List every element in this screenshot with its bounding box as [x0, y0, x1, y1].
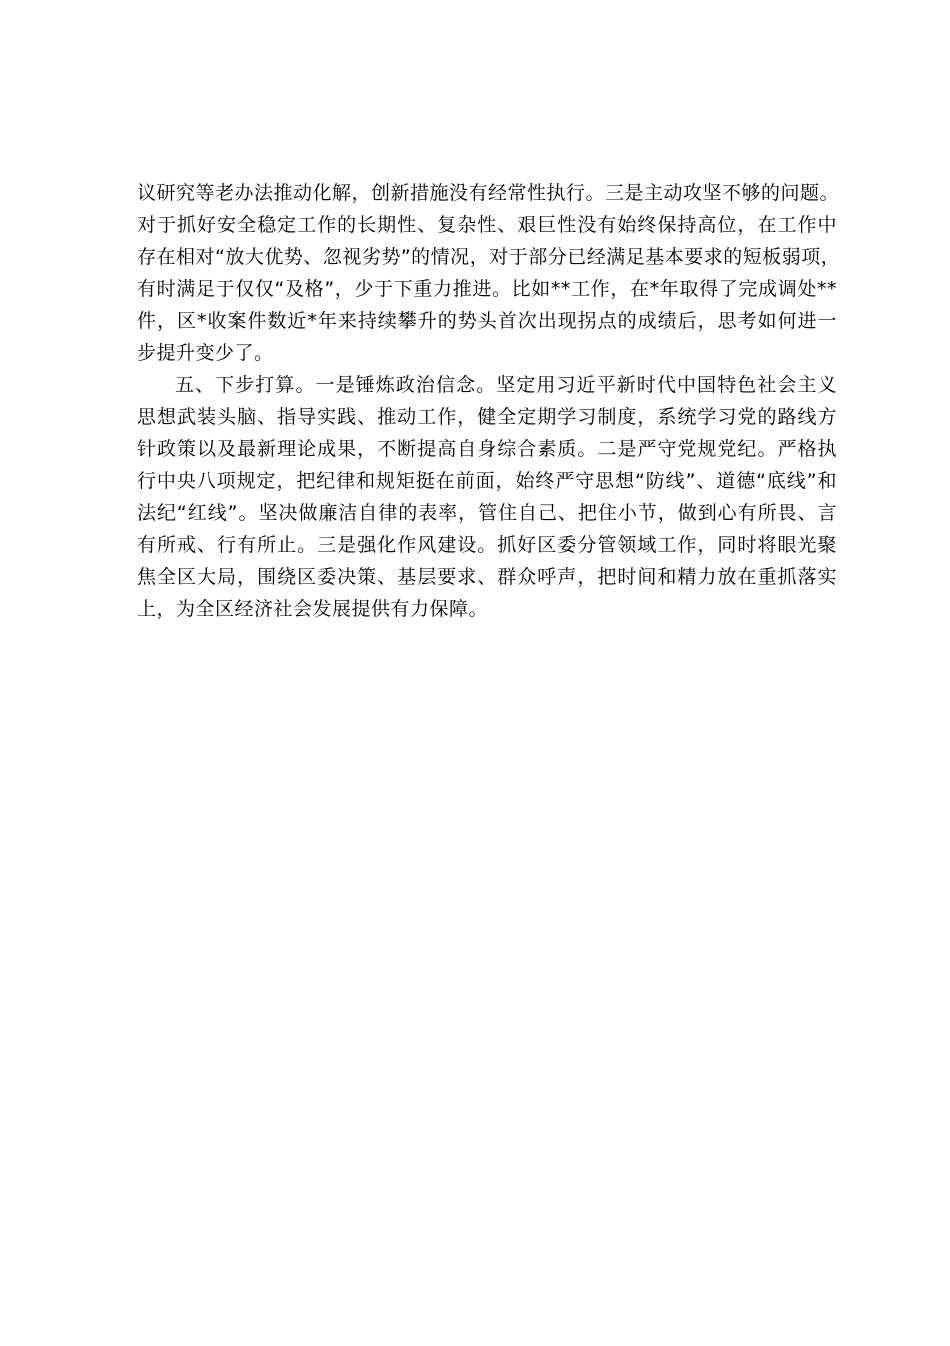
- text-line: 法纪“红线”。坚决做廉洁自律的表率，管住自己、把住小节，做到心有所畏、言: [137, 502, 837, 524]
- text-line: 有所戒、行有所止。三是强化作风建设。抓好区委分管领域工作，同时将眼光聚: [137, 534, 837, 556]
- text-line: 议研究等老办法推动化解，创新措施没有经常性执行。三是主动攻坚不够的问题。: [137, 182, 840, 204]
- text-line: 针政策以及最新理论成果，不断提高自身综合素质。二是严守党规党纪。严格执: [137, 438, 837, 460]
- document-body: [137, 177, 841, 625]
- text-line: 上，为全区经济社会发展提供有力保障。: [137, 598, 489, 620]
- paragraph-next-steps: [137, 369, 837, 625]
- text-line: 有时满足于仅仅“及格”，少于下重力推进。比如**工作，在*年取得了完成调处**: [137, 278, 837, 300]
- text-line: 存在相对“放大优势、忽视劣势”的情况，对于部分已经满足基本要求的短板弱项，: [137, 246, 841, 268]
- text-line: 对于抓好安全稳定工作的长期性、复杂性、艰巨性没有始终保持高位，在工作中: [137, 214, 837, 236]
- text-line: 五、下步打算。一是锤炼政治信念。坚定用习近平新时代中国特色社会主义: [175, 374, 837, 396]
- text-line: 焦全区大局，围绕区委决策、基层要求、群众呼声，把时间和精力放在重抓落实: [137, 566, 837, 588]
- text-line: 步提升变少了。: [137, 342, 274, 364]
- text-line: 件，区*收案件数近*年来持续攀升的势头首次出现拐点的成绩后，思考如何进一: [137, 310, 837, 332]
- text-line: 行中央八项规定，把纪律和规矩挺在前面，始终严守思想“防线”、道德“底线”和: [137, 470, 837, 492]
- text-line: 思想武装头脑、指导实践、推动工作，健全定期学习制度，系统学习党的路线方: [137, 406, 837, 428]
- paragraph-problems-continued: [137, 177, 841, 369]
